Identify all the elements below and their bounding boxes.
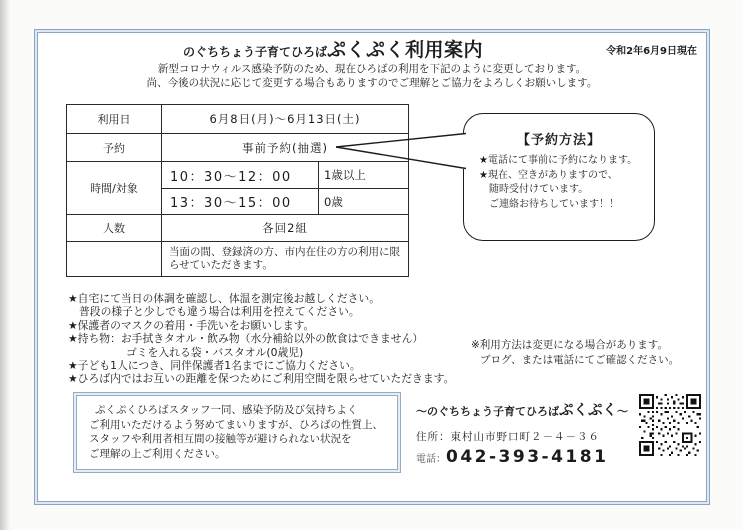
- time-target-label: 時間/対象: [67, 162, 162, 215]
- phone-number: 042-393-4181: [446, 447, 609, 467]
- reservation-method-bubble: [463, 113, 655, 241]
- intro-line-1: 新型コロナウィルス感染予防のため、現在ひろばの利用を下記のように変更しております。: [157, 63, 587, 75]
- title-main: ぷくぷく利用案内: [327, 39, 484, 61]
- reservation-value: 事前予約(抽選): [162, 134, 409, 162]
- method-change-note: [471, 338, 679, 368]
- address-value: 東村山市野口町２－４－３６: [450, 431, 600, 443]
- contact-heading-post: ～: [617, 405, 628, 418]
- slot-1-target: 1歳以上: [319, 162, 409, 189]
- page-title: [133, 35, 533, 62]
- notice-line-6: ★子ども1人につき、同伴保護者1名までにご協力ください。: [68, 359, 361, 373]
- photo-edge-shadow: [0, 0, 10, 530]
- notice-line-4: ★持ち物：お手拭きタオル・飲み物（水分補給以外の飲食はできません）: [68, 332, 424, 346]
- contact-heading: [416, 399, 628, 420]
- table-row: [67, 215, 409, 242]
- notice-line-5: ゴミを入れる袋・バスタオル(0歳児): [126, 345, 304, 359]
- contact-heading-pre: ～のぐちちょう子育てひろば: [416, 405, 559, 418]
- qr-code-icon: [639, 394, 701, 456]
- phone-row: [416, 447, 628, 467]
- address-row: [416, 429, 628, 444]
- intro-line-2: 尚、今後の状況に応じて変更する場合もありますのでご理解とご協力をよろしくお願いします。: [146, 77, 598, 89]
- contact-facility-name: ぷくぷく: [559, 403, 617, 419]
- staff-disclaimer-box: [76, 395, 398, 470]
- visitor-notices: [68, 292, 454, 386]
- notice-line-1: ★自宅にて当日の体調を確認し、体温を測定後お越しください。: [68, 292, 380, 305]
- address-label: 住所：: [416, 431, 451, 443]
- slot-2-target: 0歳: [319, 189, 409, 215]
- date-value: 6月8日(月)～6月13日(土): [162, 105, 409, 134]
- reservation-label: 予約: [67, 134, 162, 162]
- notice-line-2: 普段の様子と少しでも違う場合は利用を控えてください。: [79, 305, 360, 319]
- intro-text: [38, 62, 706, 90]
- disclaimer-line-3: スタッフや利用者相互間の接触等が避けられない状況を: [89, 433, 352, 446]
- disclaimer-line-4: ご理解の上ご利用ください。: [89, 447, 226, 460]
- table-row: [67, 242, 409, 277]
- empty-label-cell: [67, 242, 162, 277]
- slot-2-time: 13：30～15：00: [162, 189, 319, 215]
- disclaimer-line-2: ご利用いただけるよう努めてまいりますが、ひろばの性質上、: [89, 418, 383, 431]
- table-row: [67, 105, 409, 134]
- bubble-line-3: 随時受付けています。: [489, 184, 589, 195]
- table-note: 当面の間、登録済の方、市内在住の方の利用に限らせていただきます。: [162, 242, 409, 277]
- change-note-line-2: ブログ、または電話にてご確認ください。: [480, 354, 680, 366]
- date-label: 利用日: [67, 105, 162, 134]
- bubble-heading: 【予約方法】: [516, 133, 601, 148]
- slot-1-time: 10：30～12：00: [162, 162, 319, 189]
- bubble-line-2: ★現在、空きがありますので、: [479, 169, 618, 181]
- bubble-line-1: ★電話にて事前に予約になります。: [479, 155, 638, 166]
- notice-line-7: ★ひろば内ではお互いの距離を保つためにご利用空間を限らせていただきます。: [68, 372, 455, 386]
- as-of-date: 令和2年6月9日現在: [606, 46, 697, 57]
- title-prefix: のぐちちょう子育てひろば: [182, 45, 327, 59]
- schedule-table: [66, 104, 409, 277]
- table-row: [67, 134, 409, 162]
- capacity-value: 各回2組: [162, 215, 409, 242]
- table-row: [67, 162, 409, 189]
- notice-sheet: [37, 32, 707, 502]
- capacity-label: 人数: [67, 215, 162, 242]
- contact-block: [416, 399, 628, 467]
- bubble-body: [479, 154, 654, 212]
- bubble-line-4: ご連絡お待ちしています！！: [489, 198, 619, 210]
- notice-line-3: ★保護者のマスクの着用・手洗いをお願いします。: [68, 318, 315, 332]
- change-note-line-1: ※利用方法は変更になる場合があります。: [471, 339, 668, 351]
- phone-label: 電話：: [416, 454, 446, 465]
- disclaimer-line-1: ぷくぷくひろばスタッフ一同、感染予防及び気持ちよく: [95, 404, 358, 416]
